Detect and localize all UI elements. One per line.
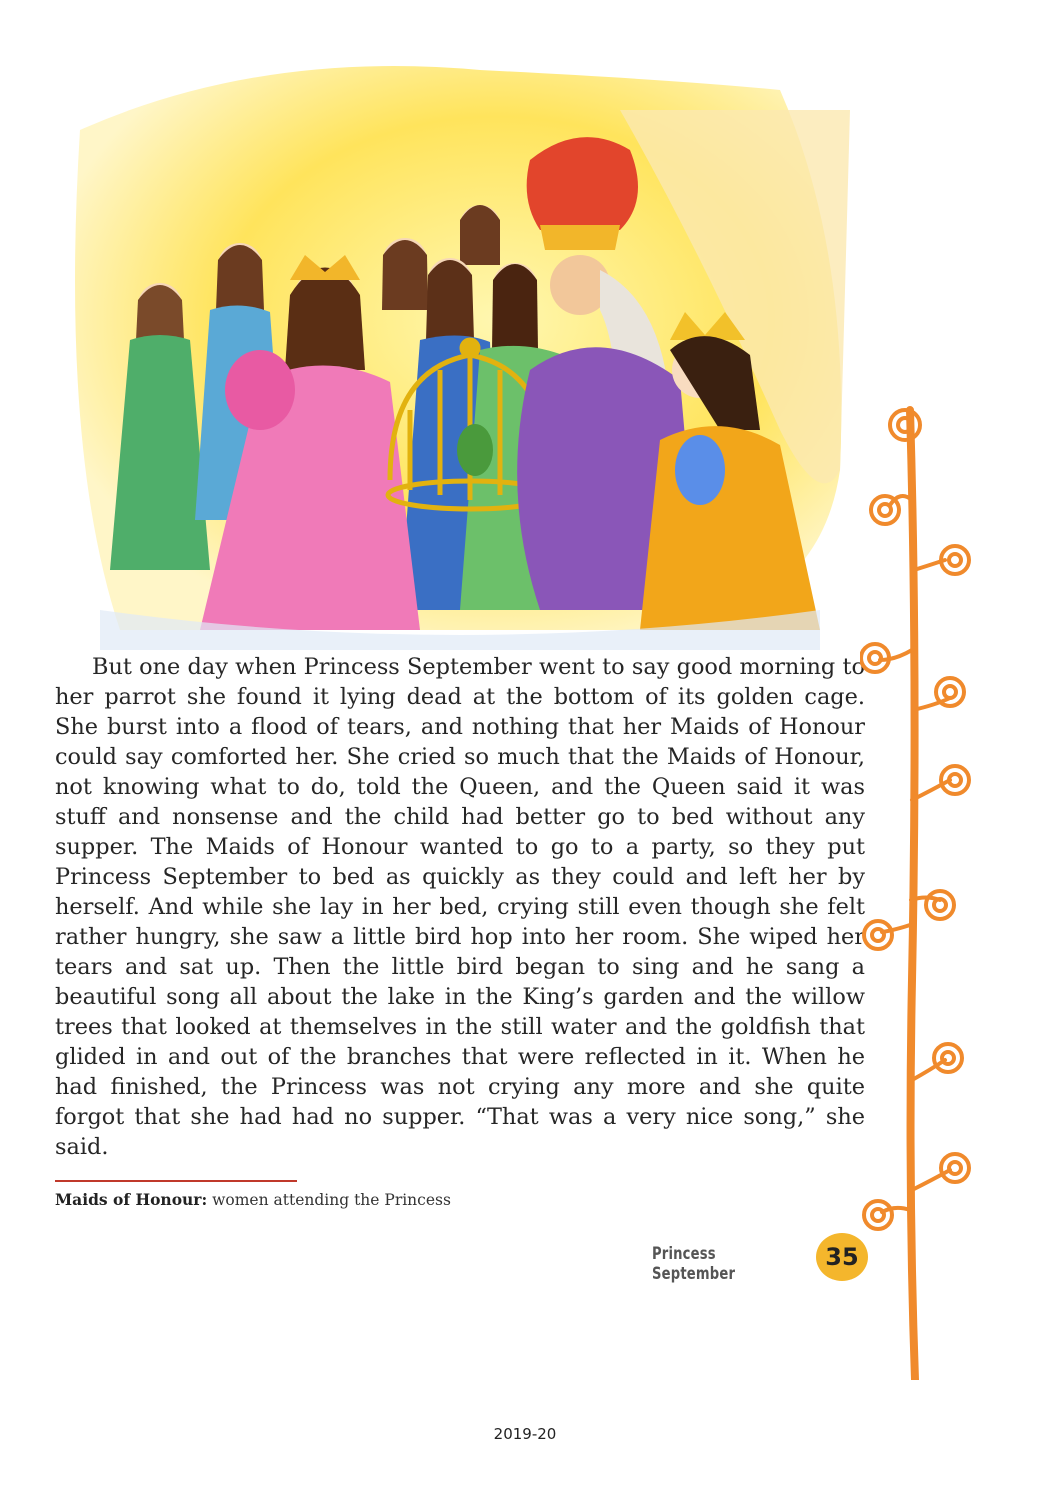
chapter-title: Princess September <box>652 1244 736 1284</box>
parrot <box>457 424 493 476</box>
vine-svg <box>860 380 980 1380</box>
illustration-svg <box>60 50 860 650</box>
story-paragraph: But one day when Princess September went to say good morning to her parrot she found it lying dead at the bottom of its golden cage. She burst into a flood of tears, and nothing that her Maids of Honour could say comforted her. She cried so much that the Maids of Honour, not knowing what to do, told the Queen, and the Queen said it was stuff and nonsense and the child had better go to bed without any supper. The Maids of Honour wanted to go to a party, so they put Princess September to bed as quickly as they could and left her by herself. And while she lay in her bed, crying still even though she felt rather hungry, she saw a little bird hop into her room. She wiped her tears and sat up. Then the little bird began to sing and he sang a beautiful song all about the lake in the King’s garden and the willow trees that looked at themselves in the still water and the goldfish that glided in and out of the branches that were reflected in it. When he had finished, the Princess was not crying any more and she quite forgot that she had had no supper. “That was a very nice song,” she said. <box>55 654 865 1160</box>
footnote-rule <box>55 1180 297 1182</box>
footnote <box>55 1190 655 1209</box>
story-illustration <box>60 50 860 650</box>
publication-year: 2019-20 <box>493 1425 557 1443</box>
footnote-definition: women attending the Princess <box>207 1191 451 1209</box>
decorative-vine <box>860 380 980 1380</box>
footnote-term: Maids of Honour: <box>55 1190 208 1209</box>
page-number: 35 <box>825 1243 859 1271</box>
